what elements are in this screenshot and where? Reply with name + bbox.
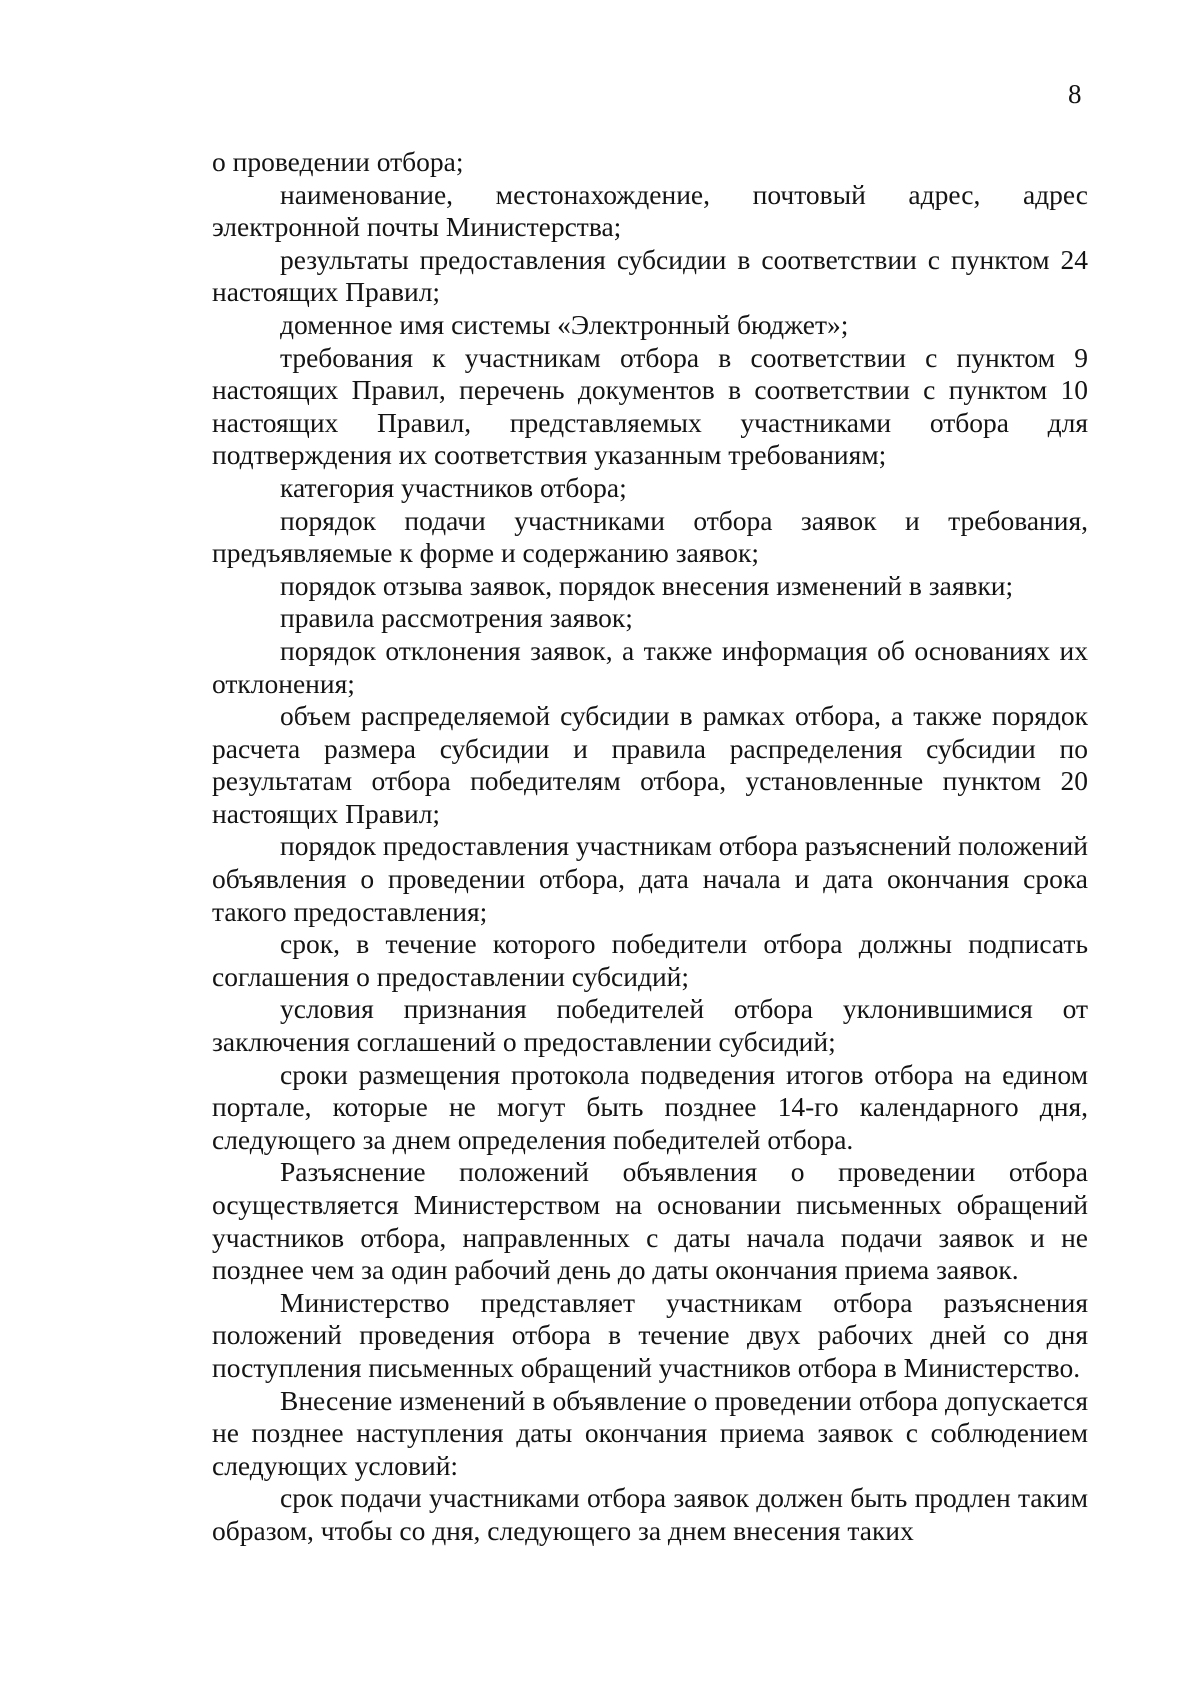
paragraph-12: порядок предоставления участникам отбора разъяснений положений объявления о проведении отбора, дата начала и дата окончания срока такого предоставления; [212,830,1088,927]
paragraph-2: наименование, местонахождение, почтовый адрес, адрес электронной почты Министерства; [212,178,1088,243]
paragraph-19: срок подачи участниками отбора заявок должен быть продлен таким образом, чтобы со дня, следующего за днем внесения таких [212,1482,1088,1546]
paragraph-16: Разъяснение положений объявления о проведении отбора осуществляется Министерством на основании письменных обращений участников отбора, направленных с даты начала подачи заявок и не позднее чем за один рабочий день до даты окончания приема заявок. [212,1156,1088,1286]
paragraph-1: о проведении отбора; [212,146,464,177]
paragraph-10: порядок отклонения заявок, а также информация об основаниях их отклонения; [212,634,1088,699]
paragraph-4: доменное имя системы «Электронный бюджет»; [280,308,849,340]
paragraph-14: условия признания победителей отбора уклонившимися от заключения соглашений о предоставлении субсидий; [212,993,1088,1058]
paragraph-17: Министерство представляет участникам отбора разъяснения положений проведения отбора в течение двух рабочих дней со дня поступления письменных обращений участников отбора в Министерство. [212,1286,1088,1383]
paragraph-15: сроки размещения протокола подведения итогов отбора на едином портале, которые не могут быть позднее 14-го календарного дня, следующего за днем определения победителей отбора. [212,1058,1088,1155]
paragraph-9: правила рассмотрения заявок; [280,602,633,634]
paragraph-5: требования к участникам отбора в соответствии с пунктом 9 настоящих Правил, перечень документов в соответствии с пунктом 10 настоящих Правил, представляемых участниками отбора для подтверждения их соответствия указанным требованиям; [212,341,1088,471]
document-body [212,146,1088,1548]
paragraph-11: объем распределяемой субсидии в рамках отбора, а также порядок расчета размера субсидии и правила распределения субсидии по результатам отбора победителям отбора, установленные пунктом 20 настоящих Правил; [212,700,1088,829]
paragraph-8: порядок отзыва заявок, порядок внесения изменений в заявки; [280,569,1014,601]
paragraph-6: категория участников отбора; [280,471,627,503]
paragraph-13: срок, в течение которого победители отбора должны подписать соглашения о предоставлении субсидий; [212,928,1088,992]
paragraph-7: порядок подачи участниками отбора заявок и требования, предъявляемые к форме и содержанию заявок; [212,504,1088,569]
page-number: 8 [1068,79,1082,109]
paragraph-18: Внесение изменений в объявление о проведении отбора допускается не позднее наступления даты окончания приема заявок с соблюдением следующих условий: [212,1384,1088,1481]
paragraph-3: результаты предоставления субсидии в соответствии с пунктом 24 настоящих Правил; [212,243,1088,308]
